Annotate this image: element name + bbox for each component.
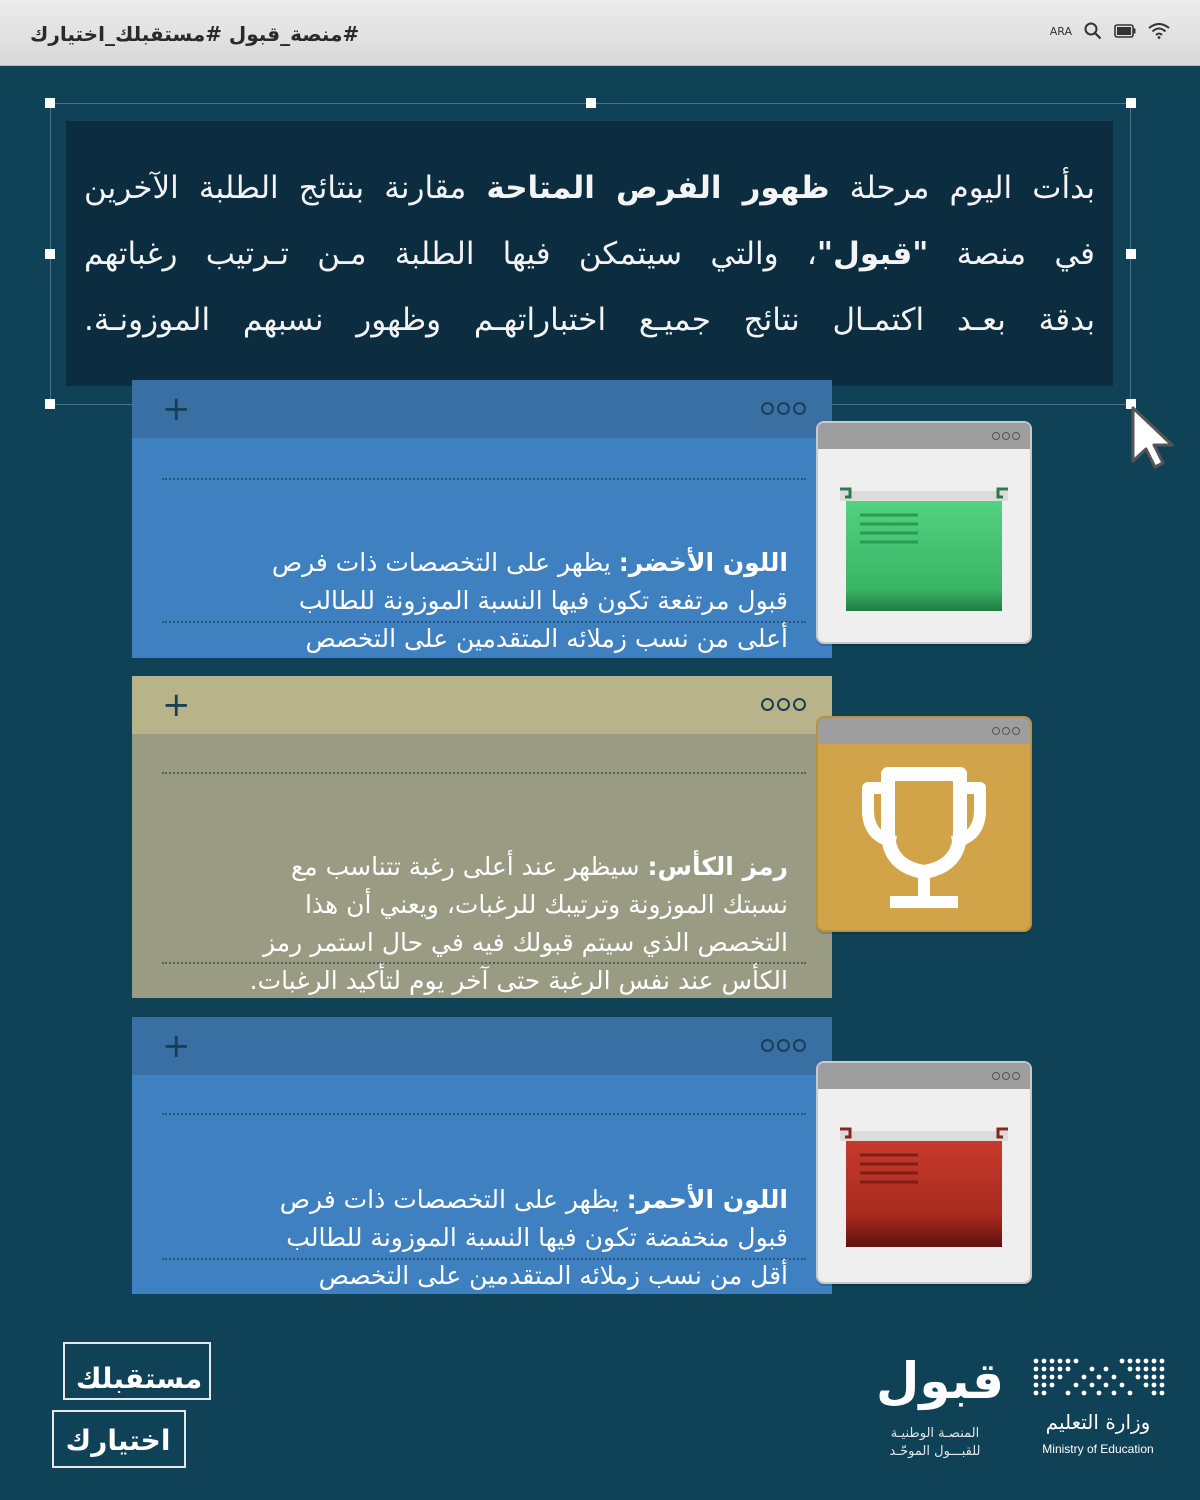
slogan-bottom: اختيارك xyxy=(65,1424,171,1457)
card-trophy xyxy=(132,676,832,998)
hashtags: #منصة_قبول #مستقبلك_اختيارك xyxy=(30,22,360,46)
card-body xyxy=(132,734,832,998)
card-header xyxy=(132,676,832,734)
trophy-icon xyxy=(818,744,1030,932)
qabool-subtitle-2: للقبـــول الموحّـد xyxy=(889,1444,981,1459)
intro-line-3: بدقة بعـد اكتمـال نتائج جميـع اختباراتهـم وظهور نسبهم الموزونـة. xyxy=(84,302,1095,338)
battery-icon xyxy=(1114,24,1136,38)
card-text: رمز الكأس: سيظهر عند أعلى رغبة تتناسب مع نسبتك الموزونة وترتيبك للرغبات، ويعني أن هذا التخصص الذي سيتم قبولك فيه في حال استمر رمز الكأس عند نفس الرغبة حتى آخر يوم لتأكيد الرغبات. xyxy=(249,852,788,995)
search-icon[interactable] xyxy=(1084,22,1102,40)
wifi-icon[interactable] xyxy=(1148,23,1170,39)
resize-handle[interactable] xyxy=(1126,249,1136,259)
slogan-top: مستقبلك xyxy=(75,1362,203,1395)
plus-icon[interactable]: + xyxy=(162,1026,191,1066)
qabool-logo: قبول xyxy=(876,1352,1004,1410)
moe-logo-icon xyxy=(1032,1357,1166,1397)
resize-handle[interactable] xyxy=(45,249,55,259)
card-body xyxy=(132,438,832,658)
qabool-subtitle-1: المنصـة الوطنيـة xyxy=(890,1426,980,1441)
card-text: اللون الأحمر: يظهر على التخصصات ذات فرص قبول منخفضة تكون فيها النسبة الموزونة للطالب أقل من نسب زملائه المتقدمين على التخصص xyxy=(279,1185,788,1290)
green-folder-window xyxy=(816,421,1032,644)
more-icon[interactable] xyxy=(761,402,806,415)
red-folder-icon xyxy=(818,1089,1030,1284)
card-header xyxy=(132,1017,832,1075)
language-indicator[interactable]: ARA xyxy=(1049,24,1072,38)
resize-handle[interactable] xyxy=(586,98,596,108)
more-icon[interactable] xyxy=(761,1039,806,1052)
card-body xyxy=(132,1075,832,1294)
card-red xyxy=(132,1017,832,1294)
moe-english: Ministry of Education xyxy=(1042,1442,1154,1456)
cursor-icon xyxy=(1130,405,1180,471)
card-header xyxy=(132,380,832,438)
plus-icon[interactable]: + xyxy=(162,685,191,725)
status-icons xyxy=(1050,22,1170,40)
plus-icon[interactable]: + xyxy=(162,389,191,429)
resize-handle[interactable] xyxy=(45,399,55,409)
window-dots-icon xyxy=(992,1072,1020,1080)
resize-handle[interactable] xyxy=(1126,98,1136,108)
card-text: اللون الأخضر: يظهر على التخصصات ذات فرص قبول مرتفعة تكون فيها النسبة الموزونة للطالب أعلى من نسب زملائه المتقدمين على التخصص xyxy=(271,548,788,653)
more-icon[interactable] xyxy=(761,698,806,711)
window-dots-icon xyxy=(992,727,1020,735)
top-bar xyxy=(0,0,1200,66)
intro-text xyxy=(66,121,1113,386)
intro-line-1: بدأت اليوم مرحلة ظهور الفرص المتاحة مقارنة بنتائج الطلبة الآخرين xyxy=(84,170,1095,206)
green-folder-icon xyxy=(818,449,1030,644)
card-green xyxy=(132,380,832,658)
intro-line-2: في منصة "قبول"، والتي سيتمكن فيها الطلبة مـن تـرتيب رغباتهم xyxy=(84,236,1095,272)
window-dots-icon xyxy=(992,432,1020,440)
resize-handle[interactable] xyxy=(45,98,55,108)
moe-arabic: وزارة التعليم xyxy=(1045,1410,1151,1434)
red-folder-window xyxy=(816,1061,1032,1284)
trophy-window xyxy=(816,716,1032,932)
